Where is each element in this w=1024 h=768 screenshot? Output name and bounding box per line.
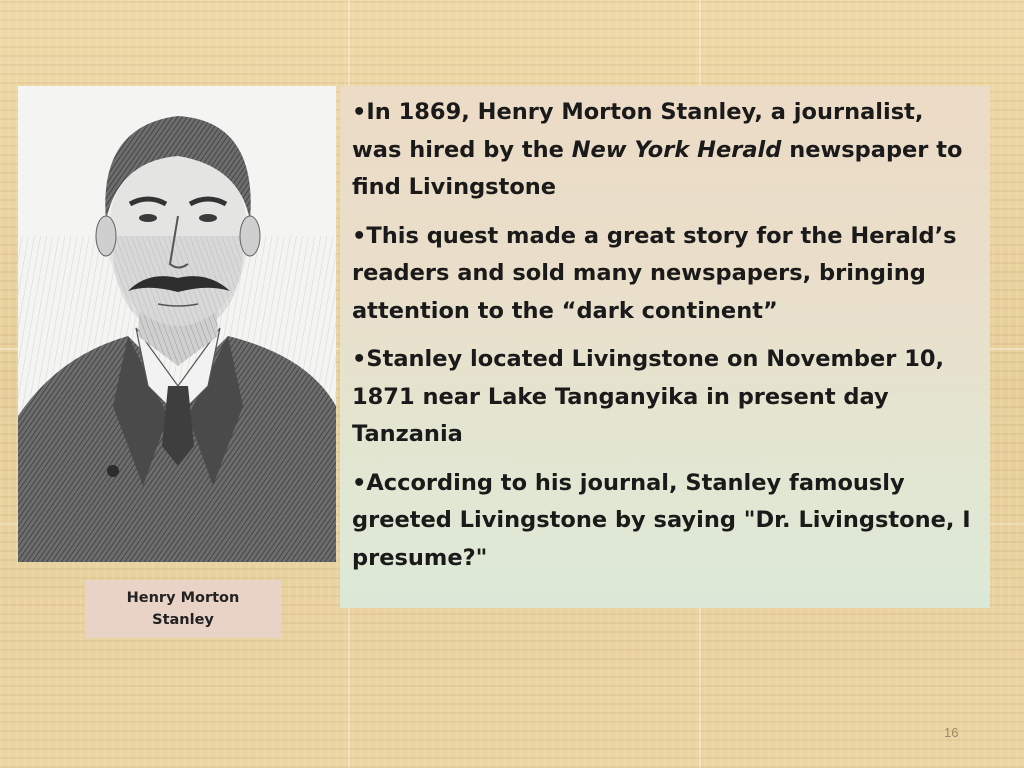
bullet-text-panel bbox=[340, 86, 990, 608]
caption-line-2: Stanley bbox=[152, 612, 214, 628]
newspaper-title: New York Herald bbox=[571, 136, 782, 163]
bullet-item bbox=[352, 341, 976, 454]
stanley-portrait-image bbox=[18, 86, 336, 562]
portrait-caption bbox=[85, 580, 281, 638]
bullet-item bbox=[352, 94, 976, 207]
bullet-text: Stanley located Livingstone on November 10, 1871 near Lake Tanganyika in present day Tanzania bbox=[352, 346, 945, 447]
bullet-marker: • bbox=[352, 99, 367, 125]
page-number: 16 bbox=[944, 725, 959, 740]
bullet-marker: • bbox=[352, 222, 367, 249]
bullet-text: newspaper to find Livingstone bbox=[352, 136, 963, 200]
bullet-item bbox=[352, 218, 976, 331]
bullet-marker: • bbox=[352, 469, 367, 496]
bullet-marker: • bbox=[352, 346, 367, 372]
bullet-text: According to his journal, Stanley famously greeted Livingstone by saying "Dr. Livingstone, I presume?" bbox=[352, 469, 971, 571]
caption-line-1: Henry Morton bbox=[126, 590, 240, 606]
bullet-text: This quest made a great story for the Herald’s readers and sold many newspapers, bringing attention to the “dark continent” bbox=[352, 222, 957, 324]
bullet-text: In 1869, Henry Morton Stanley, a journalist, was hired by the bbox=[352, 99, 924, 163]
bullet-item bbox=[352, 465, 976, 578]
